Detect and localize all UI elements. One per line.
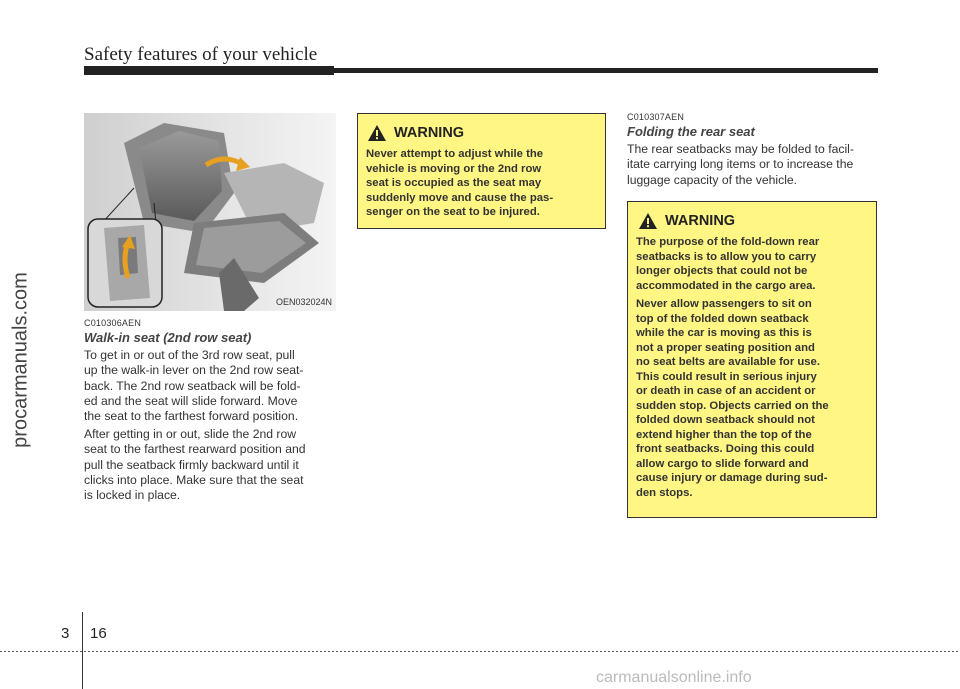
text-line: suddenly move and cause the pas- [366,191,554,204]
seat-figure [84,113,336,311]
text-line: ed and the seat will slide forward. Move [84,393,298,408]
text-line: longer objects that could not be [636,265,808,277]
warning-triangle-icon [368,125,386,141]
text-line: top of the folded down seatback [636,312,809,325]
text-line: or death in case of an accident or [636,385,816,397]
bottom-watermark: carmanualsonline.info [596,669,752,686]
footer-dashed-rule [0,651,960,652]
text-line: This could result in serious injury [636,370,817,383]
text-line: is locked in place. [84,488,181,503]
warning-box-folding [627,201,877,518]
text-line: senger on the seat to be injured. [366,206,540,218]
text-line: not a proper seating position and [636,341,815,354]
text-line: To get in or out of the 3rd row seat, pull [84,348,295,362]
text-line: pull the seatback firmly backward until it [84,457,299,472]
text-line: accommodated in the cargo area. [636,279,816,292]
warning-triangle-icon [639,213,657,229]
page-section-number: 3 [61,625,70,642]
text-line: while the car is moving as this is [636,327,812,339]
page-number: 16 [90,625,107,642]
text-line: The purpose of the fold-down rear [636,236,820,248]
side-watermark-text: procarmanuals.com [9,272,32,448]
text-line: allow cargo to slide forward and [636,457,809,470]
section-title-folding: Folding the rear seat [627,124,755,139]
text-line: After getting in or out, slide the 2nd row [84,427,297,441]
warning-header [639,213,735,229]
text-line: seatbacks is to allow you to carry [636,250,817,263]
warning-header [368,125,464,141]
text-line: sudden stop. Objects carried on the [636,399,829,412]
text-line: back. The 2nd row seatback will be fold- [84,378,301,393]
folding-paragraph [627,142,879,188]
walkin-paragraph-2 [84,427,336,503]
warning-title: WARNING [665,213,736,229]
text-line: den stops. [636,486,693,499]
warning-text [366,147,599,220]
text-line: vehicle is moving or the 2nd row [366,162,542,175]
walkin-paragraph-1 [84,348,336,424]
section-title-walkin: Walk-in seat (2nd row seat) [84,330,252,345]
text-line: clicks into place. Make sure that the seat [84,472,304,487]
text-line: luggage capacity of the vehicle. [627,172,798,187]
warning-text-never [636,297,869,500]
text-line: no seat belts are available for use. [636,356,820,368]
section-code-folding: C010307AEN [627,112,685,122]
seat-walkin-illustration [84,113,336,311]
warning-title: WARNING [394,125,465,141]
text-line: Never allow passengers to sit on [636,298,812,310]
text-line: up the walk-in lever on the 2nd row seat- [84,363,304,378]
text-line: The rear seatbacks may be folded to facil- [627,142,854,156]
section-code-walkin: C010306AEN [84,318,142,328]
text-line: cause injury or damage during sud- [636,472,828,484]
text-line: folded down seatback should not [636,414,815,426]
text-line: seat is occupied as the seat may [366,177,542,189]
text-line: seat to the farthest rearward position and [84,442,306,457]
figure-code: OEN032024N [275,297,332,307]
text-line: the seat to the farthest forward position. [84,409,299,424]
page-header-title: Safety features of your vehicle [84,44,318,65]
warning-text-purpose [636,235,869,293]
text-line: Never attempt to adjust while the [366,148,544,160]
text-line: itate carrying long items or to increase the [627,157,854,172]
side-watermark [4,150,38,570]
text-line: front seatbacks. Doing this could [636,443,815,455]
warning-box-adjust [357,113,606,229]
text-line: extend higher than the top of the [636,428,812,441]
header-rule-accent [84,66,334,75]
